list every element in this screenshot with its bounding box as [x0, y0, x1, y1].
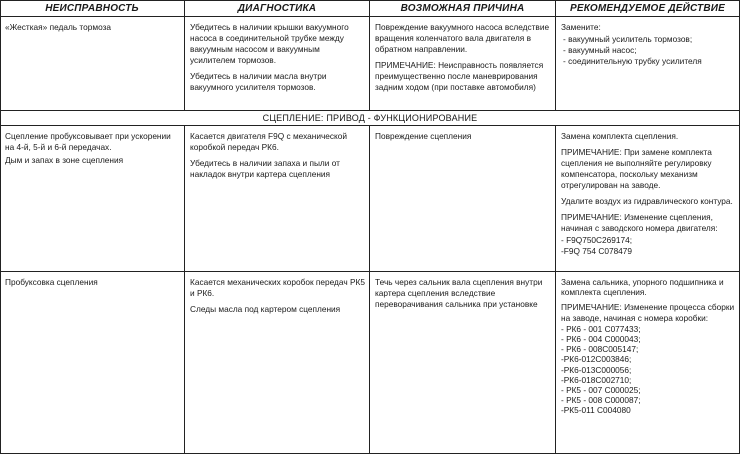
row1-diag-text-1: Убедитесь в наличии крышки вакуумного насоса в соединительной трубке между вакуумным насосом и вакуумным усилителем тормозов. [190, 22, 349, 65]
row1-action-cell [561, 22, 735, 67]
row2-fault-text-1: Сцепление пробуксовывает при ускорении на 4-й, 5-й и 6-й передачах. [5, 131, 171, 152]
row1-diag-cell [190, 22, 365, 98]
row3-action-note: ПРИМЕЧАНИЕ: Изменение процесса сборки на заводе, начиная с номера коробки: [561, 302, 735, 323]
row1-cause-note: ПРИМЕЧАНИЕ: Неисправность появляется преимущественно после маневрирования задним ходом (при поставке автомобиля) [375, 60, 544, 92]
row3-fault-cell [5, 277, 180, 293]
list-item: -РК5-011 C004080 [561, 405, 631, 416]
list-item: -РК6-013C000056; [561, 364, 632, 375]
list-item: - РК6 - 008C005147; [561, 344, 639, 355]
row3-fault-text: Пробуксовка сцепления [5, 277, 98, 287]
table-bottom-border [0, 453, 740, 454]
row2-diag-text-2: Убедитесь в наличии запаха и пыли от накладок внутри картера сцепления [190, 158, 340, 179]
border-left [0, 0, 1, 454]
row3-cause-text: Течь через сальник вала сцепления внутри картера сцепления вследствие переворачивания сальника при установке [375, 277, 543, 309]
col-divider-1-top [184, 0, 185, 111]
row2-action-cell [561, 131, 735, 257]
list-item: - вакуумный насос; [563, 45, 637, 55]
list-item: - РК6 - 004 C000043; [561, 334, 641, 345]
col-divider-2-top [369, 0, 370, 111]
header-cause: ВОЗМОЖНАЯ ПРИЧИНА [400, 3, 525, 14]
section-title: СЦЕПЛЕНИЕ: ПРИВОД - ФУНКЦИОНИРОВАНИЕ [262, 113, 478, 123]
list-item: -РК6-018C002710; [561, 374, 632, 385]
row2-action-text-2: Удалите воздух из гидравлического контура. [561, 196, 733, 206]
list-item: -РК6-012C003846; [561, 354, 632, 365]
row3-action-list [561, 324, 735, 416]
list-item: - F9Q750C269174; [561, 235, 633, 245]
list-item: - РК6 - 001 C077433; [561, 323, 641, 334]
header-action: РЕКОМЕНДУЕМОЕ ДЕЙСТВИЕ [569, 3, 726, 14]
row2-diag-text-1: Касается двигателя F9Q с механической коробкой передач РК6. [190, 131, 348, 152]
list-item: -F9Q 754 C078479 [561, 246, 633, 256]
header-bottom-border [0, 16, 740, 17]
row3-cause-cell [375, 277, 550, 315]
row3-diag-text-2: Следы масла под картером сцепления [190, 304, 341, 314]
list-item: - вакуумный усилитель тормозов; [563, 34, 693, 44]
row2-action-list [561, 235, 735, 257]
row1-cause-text-1: Повреждение вакуумного насоса вследствие вращения коленчатого вала двигателя в обратном направлении. [375, 22, 550, 54]
row3-diag-text-1: Касается механических коробок передач РК5 и РК6. [190, 277, 365, 298]
row2-fault-cell [5, 131, 180, 171]
row2-cause-text: Повреждение сцепления [375, 131, 472, 141]
row2-fault-text-2: Дым и запах в зоне сцепления [5, 155, 124, 165]
list-item: - соединительную трубку усилителя [563, 56, 702, 66]
row2-cause-cell [375, 131, 550, 147]
col-divider-3-top [555, 0, 556, 111]
col-divider-1-bottom [184, 125, 185, 454]
col-divider-3-bottom [555, 125, 556, 454]
row1-fault-text: «Жесткая» педаль тормоза [5, 22, 112, 32]
header-diagnostics: ДИАГНОСТИКА [237, 3, 317, 14]
row3-action-cell [561, 277, 735, 416]
row3-action-text-1: Замена сальника, упорного подшипника и комплекта сцепления. [561, 277, 724, 298]
row2-action-note-2: ПРИМЕЧАНИЕ: Изменение сцепления, начиная с заводского номера двигателя: [561, 212, 718, 233]
row2-action-note-1: ПРИМЕЧАНИЕ: При замене комплекта сцепления не выполняйте регулировку компенсатора, поскольку механизм отрегулирован на заводе. [561, 147, 712, 190]
row3-diag-cell [190, 277, 365, 320]
list-item: - РК5 - 007 C000025; [561, 385, 641, 396]
col-divider-2-bottom [369, 125, 370, 454]
row1-bottom-border [0, 110, 740, 111]
row1-cause-cell [375, 22, 550, 98]
row2-diag-cell [190, 131, 365, 185]
table-top-border [0, 0, 740, 1]
row1-action-title: Замените: [561, 22, 601, 32]
row1-diag-text-2: Убедитесь в наличии масла внутри вакуумного усилителя тормозов. [190, 71, 327, 92]
list-item: - РК5 - 008 C000087; [561, 395, 641, 406]
section-bottom-border [0, 125, 740, 126]
row2-bottom-border [0, 271, 740, 272]
row1-fault-cell [5, 22, 180, 38]
header-fault: НЕИСПРАВНОСТЬ [45, 3, 139, 14]
row2-action-text-1: Замена комплекта сцепления. [561, 131, 679, 141]
row1-action-list [561, 34, 735, 67]
